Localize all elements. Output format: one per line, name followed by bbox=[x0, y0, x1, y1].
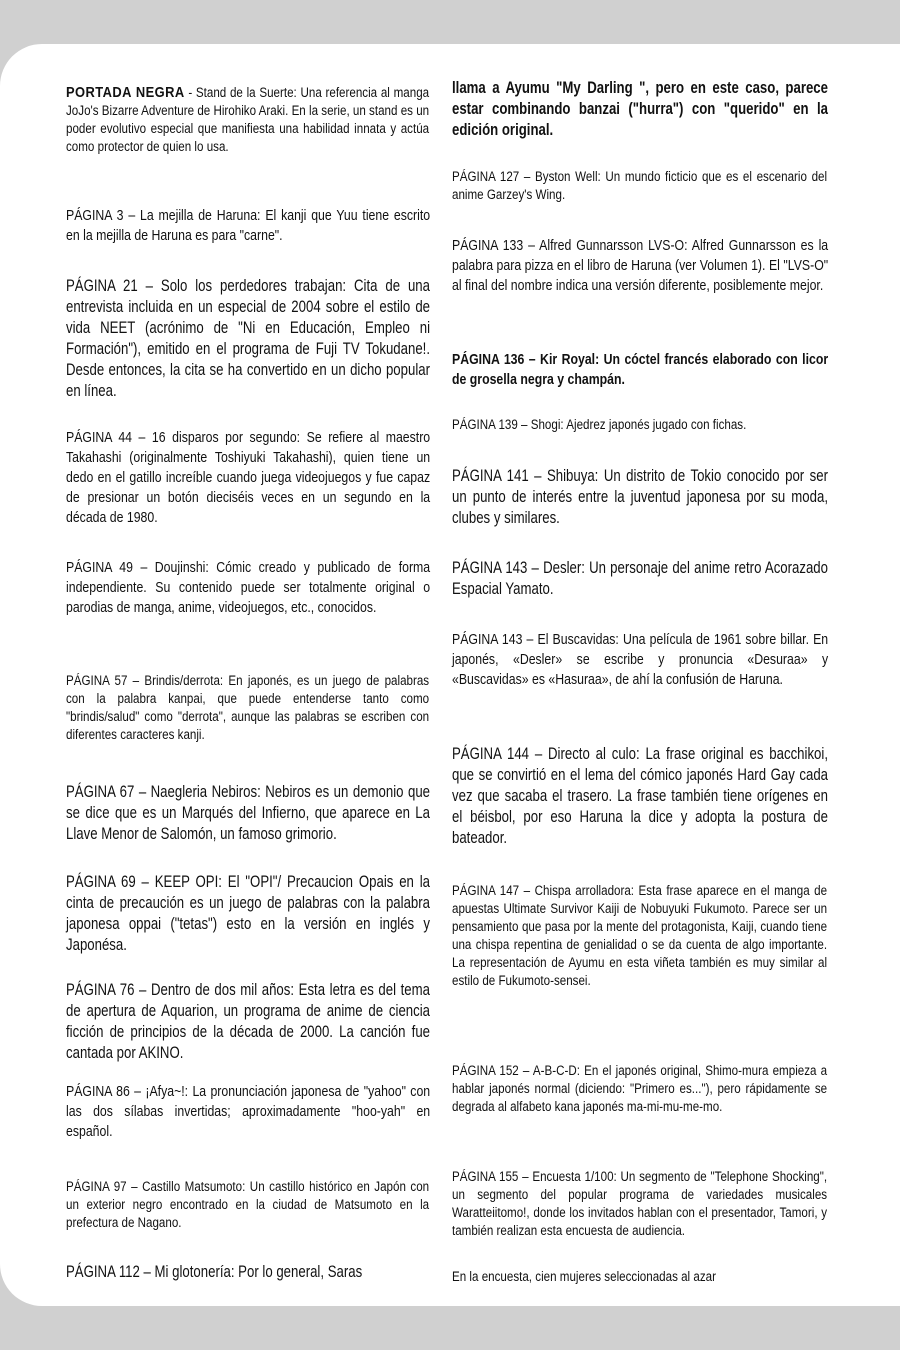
note-page-144: PÁGINA 144 – Directo al culo: La frase original es bacchikoi, que se convirtió en el lema del cómico japonés Hard Gay cada vez que sacaba el trasero. La frase también tiene orígenes en el béisbol, por eso Haruna la dice y adopta la postura de bateador. bbox=[452, 745, 828, 847]
note-page-139: PÁGINA 139 – Shogi: Ajedrez japonés jugado con fichas. bbox=[452, 417, 747, 432]
note-page-133: PÁGINA 133 – Alfred Gunnarsson LVS-O: Alfred Gunnarsson es la palabra para pizza en el libro de Haruna (ver Volumen 1). El "LVS-O" al final del nombre indica una versión diferente, posiblemente mejor. bbox=[452, 237, 829, 294]
note-page-57: PÁGINA 57 – Brindis/derrota: En japonés, es un juego de palabras con la palabra kanpai, que puede entenderse tanto como "brindis/salud" como "derrota", aunque las palabras se escriben con diferentes caracteres kanji. bbox=[66, 673, 430, 742]
note-page-49: PÁGINA 49 – Doujinshi: Cómic creado y publicado de forma independiente. Su contenido puede ser totalmente original o parodias de manga, anime, videojuegos, etc., conocidos. bbox=[66, 559, 431, 616]
note-page-155-continued: En la encuesta, cien mujeres seleccionadas al azar bbox=[452, 1269, 716, 1284]
note-page-127: PÁGINA 127 – Byston Well: Un mundo ficticio que es el escenario del anime Garzey's Wing. bbox=[452, 169, 828, 202]
note-page-3: PÁGINA 3 – La mejilla de Haruna: El kanji que Yuu tiene escrito en la mejilla de Haruna es para "carne". bbox=[66, 207, 431, 244]
note-page-143-buscavidas: PÁGINA 143 – El Buscavidas: Una película de 1961 sobre billar. En japonés, «Desler» se escribe y pronuncia «Desuraa» y «Buscavidas» es «Hasuraa», de ahí la confusión de Haruna. bbox=[452, 631, 829, 688]
note-portada-heading: PORTADA NEGRA bbox=[66, 84, 185, 101]
note-page-86: PÁGINA 86 – ¡Afya~!: La pronunciación japonesa de "yahoo" con las dos sílabas invertidas; aproximadamente "hoo-yah" en español. bbox=[66, 1083, 431, 1140]
note-page-44: PÁGINA 44 – 16 disparos por segundo: Se refiere al maestro Takahashi (originalmente Toshiyuki Takahashi), quien tiene un dedo en el gatillo increíble cuando juega videojuegos y fue capaz de presionar un botón dieciséis veces en un segundo en la década de 1980. bbox=[66, 429, 431, 526]
note-page-136: PÁGINA 136 – Kir Royal: Un cóctel francés elaborado con licor de grosella negra y champán. bbox=[452, 351, 829, 388]
note-page-155: PÁGINA 155 – Encuesta 1/100: Un segmento de "Telephone Shocking", un segmento del popular programa de variedades musicales Waratteiitomo!, donde los invitados hablan con el presentador, Tamori, y también realizan esta encuesta de audiencia. bbox=[452, 1169, 828, 1238]
note-page-143-desler: PÁGINA 143 – Desler: Un personaje del anime retro Acorazado Espacial Yamato. bbox=[452, 559, 828, 598]
note-page-147: PÁGINA 147 – Chispa arrolladora: Esta frase aparece en el manga de apuestas Ultimate Survivor Kaiji de Nobuyuki Fukumoto. Parece ser un pensamiento que pasa por la mente del protagonista, Kaiji, cuando tiene una chispa repentina de genialidad o se da cuenta de algo importante. La representación de Ayumu en esta viñeta también es muy similar al estilo de Fukumoto-sensei. bbox=[452, 883, 828, 988]
note-portada bbox=[66, 84, 429, 156]
note-page-152: PÁGINA 152 – A-B-C-D: En el japonés original, Shimo-mura empieza a hablar japonés normal (diciendo: "Primero es..."), pero rápidamente se degrada al alfabeto kana japonés ma-mi-mu-me-mo. bbox=[452, 1063, 828, 1114]
note-page-112: PÁGINA 112 – Mi glotonería: Por lo general, Saras bbox=[66, 1263, 363, 1281]
page-sheet bbox=[0, 44, 900, 1306]
note-page-69: PÁGINA 69 – KEEP OPI: El "OPI"/ Precaucion Opais en la cinta de precaución es un juego de palabras con la palabra japonesa oppai ("tetas") esto en la versión en inglés y Japonésa. bbox=[66, 873, 430, 954]
note-continuation: llama a Ayumu "My Darling ", pero en este caso, parece estar combinando banzai ("hurra") con "querido" en la edición original. bbox=[452, 79, 828, 139]
note-page-97: PÁGINA 97 – Castillo Matsumoto: Un castillo histórico en Japón con un exterior negro encontrado en la ciudad de Matsumoto en la prefectura de Nagano. bbox=[66, 1179, 430, 1230]
note-page-21: PÁGINA 21 – Solo los perdedores trabajan: Cita de una entrevista incluida en un especial de 2004 sobre el estilo de vida NEET (acrónimo de "Ni en Educación, Empleo ni Formación"), emitido en el programa de Fuji TV Tokudane!. Desde entonces, la cita se ha convertido en un dicho popular en línea. bbox=[66, 277, 430, 400]
note-page-67: PÁGINA 67 – Naegleria Nebiros: Nebiros es un demonio que se dice que es un Marqués del Infierno, que aparece en La Llave Menor de Salomón, un famoso grimorio. bbox=[66, 783, 430, 843]
note-page-141: PÁGINA 141 – Shibuya: Un distrito de Tokio conocido por ser un punto de interés entre la juventud japonesa por su moda, clubes y similares. bbox=[452, 467, 828, 527]
note-portada-text: - Stand de la Suerte: Una referencia al manga JoJo's Bizarre Adventure de Hirohiko Araki. En la serie, un stand es un poder evolutivo especial que manifiesta una habilidad innata y actúa como protector de quien lo usa. bbox=[66, 85, 430, 154]
note-page-76: PÁGINA 76 – Dentro de dos mil años: Esta letra es del tema de apertura de Aquarion, un programa de anime de ciencia ficción de principios de la década de 2000. La canción fue cantada por AKINO. bbox=[66, 981, 430, 1062]
